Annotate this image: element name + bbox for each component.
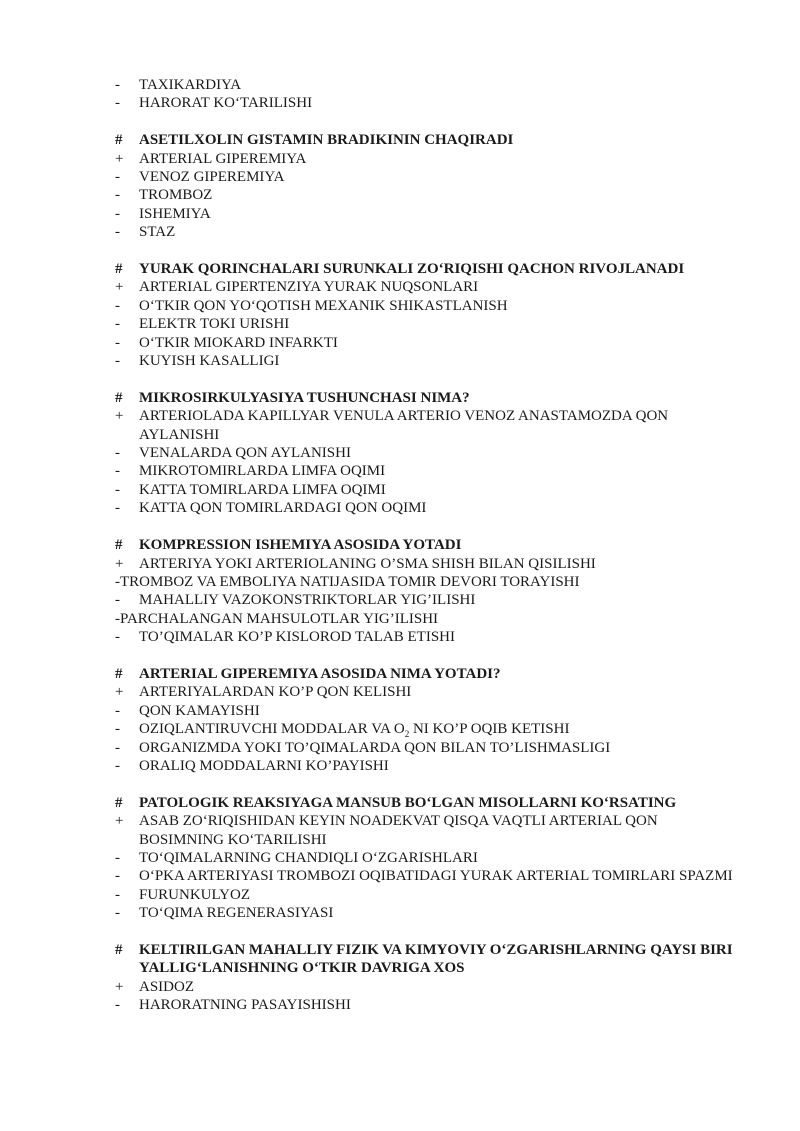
answer-line (115, 186, 740, 204)
answer-text: ASIDOZ (139, 978, 194, 995)
answer-text: ARTERIAL GIPEREMIYA (139, 150, 307, 167)
question-title: YURAK QORINCHALARI SURUNKALI ZO‘RIQISHI QACHON RIVOJLANADI (139, 261, 685, 278)
question-block-6 (115, 794, 740, 923)
answer-text: STAZ (139, 224, 176, 241)
answer-text: ISHEMIYA (139, 205, 211, 222)
answer-line (115, 407, 740, 444)
question-title: KELTIRILGAN MAHALLIY FIZIK VA KIMYOVIY O‘ZGARISHLARNING QAYSI BIRI YALLIG‘LANISHNING O‘TKIR DAVRIGA XOS (139, 941, 733, 977)
answer-text-part: NI KO’P OQIB KETISHI (409, 721, 570, 738)
answer-text-part: OZIQLANTIRUVCHI MODDALAR VA O (139, 721, 405, 738)
answer-line (115, 996, 740, 1014)
answer-marker: - (115, 868, 120, 885)
answer-line (115, 886, 740, 904)
answer-line (115, 334, 740, 352)
answer-line (115, 481, 740, 499)
answer-text: MAHALLIY VAZOKONSTRIKTORLAR YIG’ILISHI (139, 592, 476, 609)
question-marker: # (115, 665, 123, 682)
question-line (115, 131, 740, 149)
question-block-3 (115, 389, 740, 518)
answer-line (115, 610, 740, 628)
answer-marker: - (115, 886, 120, 903)
answer-marker: - (115, 334, 120, 351)
question-block-2 (115, 260, 740, 370)
answer-line (115, 867, 740, 885)
answer-text: KUYISH KASALLIGI (139, 353, 280, 370)
answer-text: ARTERIOLADA KAPILLYAR VENULA ARTERIO VENOZ ANASTAMOZDA QON AYLANISHI (139, 408, 669, 443)
question-title: MIKROSIRKULYASIYA TUSHUNCHASI NIMA? (139, 389, 470, 406)
answer-text: MIKROTOMIRLARDA LIMFA OQIMI (139, 463, 386, 480)
answer-line (115, 499, 740, 517)
answer-marker: - (115, 481, 120, 498)
answer-marker: - (115, 77, 120, 93)
answer-line (115, 297, 740, 315)
answer-text: TO’QIMALAR KO’P KISLOROD TALAB ETISHI (139, 629, 456, 646)
answer-marker: + (115, 279, 124, 296)
answer-text (139, 720, 740, 738)
answer-marker: - (115, 849, 120, 866)
answer-line (115, 315, 740, 333)
answer-text: ORGANIZMDA YOKI TO’QIMALARDA QON BILAN TO’LISHMASLIGI (139, 739, 611, 756)
answer-line (115, 278, 740, 296)
answer-line (115, 555, 740, 573)
question-title: ARTERIAL GIPEREMIYA ASOSIDA NIMA YOTADI? (139, 665, 501, 682)
answer-marker: + (115, 813, 124, 830)
answer-line (115, 444, 740, 462)
question-marker: # (115, 132, 123, 149)
answer-marker: - (115, 445, 120, 462)
answer-text: TROMBOZ (139, 187, 213, 204)
answer-text: HARORATNING PASAYISHISHI (139, 997, 351, 1014)
answer-marker: - (115, 169, 120, 186)
answer-line (115, 720, 740, 738)
answer-line (115, 591, 740, 609)
question-block-5 (115, 665, 740, 775)
answer-marker: - (115, 997, 120, 1014)
answer-text: -PARCHALANGAN MAHSULOTLAR YIG’ILISHI (115, 610, 439, 627)
answer-marker: - (115, 500, 120, 517)
question-title: ASETILXOLIN GISTAMIN BRADIKININ CHAQIRADI (139, 132, 514, 149)
question-line (115, 665, 740, 683)
answer-text: ASAB ZO‘RIQISHIDAN KEYIN NOADEKVAT QISQA VAQTLI ARTERIAL QON BOSIMNING KO‘TARILISHI (139, 813, 658, 848)
answer-text: KATTA QON TOMIRLARDAGI QON OQIMI (139, 500, 427, 517)
answer-text: FURUNKULYOZ (139, 886, 250, 903)
answer-line (115, 812, 740, 849)
answer-marker: - (115, 297, 120, 314)
answer-marker: - (115, 592, 120, 609)
answer-marker: - (115, 757, 120, 774)
answer-line (115, 352, 740, 370)
answer-line (115, 150, 740, 168)
answer-marker: + (115, 978, 124, 995)
answer-marker: - (115, 95, 120, 112)
answer-line (115, 757, 740, 775)
question-line (115, 536, 740, 554)
answer-marker: + (115, 408, 124, 425)
answer-line (115, 223, 740, 241)
answer-line (115, 849, 740, 867)
answer-text: ELEKTR TOKI URISHI (139, 316, 290, 333)
answer-line (115, 978, 740, 996)
answer-marker: - (115, 739, 120, 756)
question-block-7 (115, 941, 740, 1015)
answer-marker: - (115, 205, 120, 222)
answer-text: KATTA TOMIRLARDA LIMFA OQIMI (139, 481, 386, 498)
answer-marker: - (115, 629, 120, 646)
answer-group-lead (115, 76, 740, 113)
answer-line (115, 205, 740, 223)
answer-marker: - (115, 905, 120, 922)
question-marker: # (115, 794, 123, 811)
answer-line (115, 702, 740, 720)
answer-text: HARORAT KO‘TARILISHI (139, 95, 313, 112)
question-line (115, 941, 740, 978)
question-block-4 (115, 536, 740, 646)
answer-line (115, 739, 740, 757)
question-line (115, 794, 740, 812)
answer-line (115, 168, 740, 186)
answer-marker: - (115, 224, 120, 241)
answer-marker: - (115, 463, 120, 480)
answer-marker: - (115, 187, 120, 204)
answer-text: ARTERIAL GIPERTENZIYA YURAK NUQSONLARI (139, 279, 479, 296)
answer-line (115, 573, 740, 591)
answer-text: TO‘QIMA REGENERASIYASI (139, 905, 334, 922)
answer-marker: + (115, 150, 124, 167)
answer-text: ARTERIYA YOKI ARTERIOLANING O’SMA SHISH BILAN QISILISHI (139, 555, 596, 572)
answer-text: -TROMBOZ VA EMBOLIYA NATIJASIDA TOMIR DEVORI TORAYISHI (115, 573, 580, 590)
answer-text: O‘PKA ARTERIYASI TROMBOZI OQIBATIDAGI YURAK ARTERIAL TOMIRLARI SPAZMI (139, 868, 733, 885)
answer-text: VENOZ GIPEREMIYA (139, 169, 285, 186)
answer-line (115, 628, 740, 646)
answer-line (115, 904, 740, 922)
answer-line (115, 462, 740, 480)
answer-marker: + (115, 555, 124, 572)
question-title: PATOLOGIK REAKSIYAGA MANSUB BO‘LGAN MISOLLARNI KO‘RSATING (139, 794, 677, 811)
answer-marker: + (115, 684, 124, 701)
answer-text: TAXIKARDIYA (139, 77, 242, 93)
subscript: 2 (404, 729, 410, 740)
answer-marker: - (115, 353, 120, 370)
answer-text: O‘TKIR MIOKARD INFARKTI (139, 334, 338, 351)
answer-marker: - (115, 316, 120, 333)
answer-line (115, 683, 740, 701)
question-marker: # (115, 389, 123, 406)
question-line (115, 260, 740, 278)
question-title: KOMPRESSION ISHEMIYA ASOSIDA YOTADI (139, 537, 462, 554)
answer-text: O‘TKIR QON YO‘QOTISH MEXANIK SHIKASTLANISH (139, 297, 508, 314)
answer-line (115, 76, 740, 94)
answer-text: ARTERIYALARDAN KO’P QON KELISHI (139, 684, 412, 701)
question-marker: # (115, 941, 123, 958)
answer-line (115, 94, 740, 112)
answer-text: VENALARDA QON AYLANISHI (139, 445, 351, 462)
question-marker: # (115, 261, 123, 278)
question-marker: # (115, 537, 123, 554)
answer-text: TO‘QIMALARNING CHANDIQLI O‘ZGARISHLARI (139, 849, 478, 866)
question-line (115, 389, 740, 407)
answer-marker: - (115, 702, 120, 719)
answer-text: QON KAMAYISHI (139, 702, 260, 719)
answer-marker: - (115, 721, 120, 738)
question-block-1 (115, 131, 740, 241)
answer-text: ORALIQ MODDALARNI KO’PAYISHI (139, 757, 389, 774)
